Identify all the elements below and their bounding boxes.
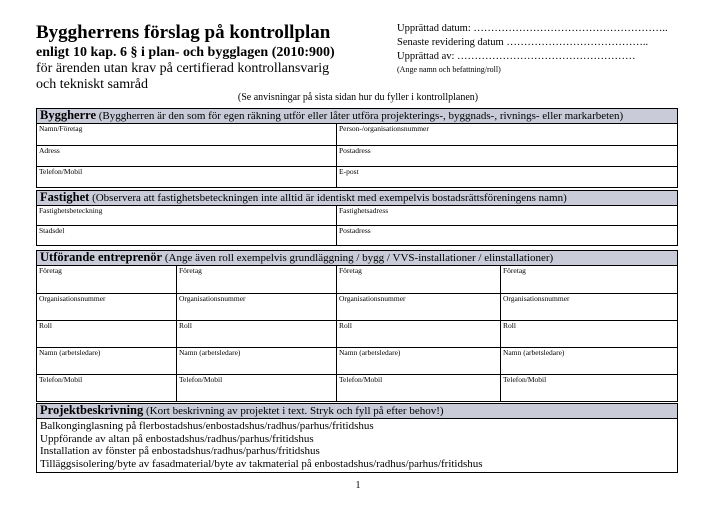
byggherre-orgnr-field[interactable]: Person-/organisationsnummer	[339, 124, 429, 133]
document-subtitle: enligt 10 kap. 6 § i plan- och bygglagen (2010:900)	[36, 45, 335, 60]
contractor-role-field[interactable]: Roll	[503, 321, 516, 330]
document-description-line-1: för ärenden utan krav på certifierad kontrollansvarig	[36, 61, 330, 76]
table-row	[37, 348, 677, 375]
byggherre-phone-field[interactable]: Telefon/Mobil	[37, 167, 337, 187]
contractor-orgnr-field[interactable]: Organisationsnummer	[37, 294, 177, 320]
contractor-role-field[interactable]: Roll	[37, 321, 177, 347]
list-item: Balkonginglasning på flerbostadshus/enbostadshus/radhus/parhus/fritidshus	[40, 420, 374, 432]
revision-info	[397, 22, 697, 76]
byggherre-section	[36, 108, 678, 188]
projekt-section	[36, 403, 678, 473]
list-item: Tilläggsisolering/byte av fasadmaterial/byte av takmaterial på enbostadshus/radhus/parhus/fritidshus	[40, 457, 483, 470]
project-description-field[interactable]	[37, 419, 677, 471]
byggherre-name-field[interactable]: Namn/Företag	[37, 124, 337, 145]
table-row	[37, 226, 677, 245]
contractor-phone-field[interactable]: Telefon/Mobil	[37, 375, 177, 401]
document-description-line-2: och tekniskt samråd	[36, 77, 148, 92]
table-row	[37, 321, 677, 348]
contractor-supervisor-field[interactable]: Namn (arbetsledare)	[503, 348, 565, 357]
contractor-role-field[interactable]: Roll	[337, 321, 501, 347]
table-row	[37, 206, 677, 226]
contractor-supervisor-field[interactable]: Namn (arbetsledare)	[177, 348, 337, 374]
contractor-phone-field[interactable]: Telefon/Mobil	[177, 375, 337, 401]
table-row	[37, 124, 677, 146]
table-row	[37, 146, 677, 167]
byggherre-address-field[interactable]: Adress	[37, 146, 337, 166]
contractor-orgnr-field[interactable]: Organisationsnummer	[337, 294, 501, 320]
table-row	[37, 294, 677, 321]
document-title: Byggherrens förslag på kontrollplan	[36, 22, 331, 43]
contractor-company-field[interactable]: Företag	[37, 266, 177, 293]
projekt-title: Projektbeskrivning (Kort beskrivning av projektet i text. Stryk och fyll på efter behov!)	[37, 404, 677, 419]
table-row	[37, 375, 677, 401]
table-row	[37, 167, 677, 187]
contractor-orgnr-field[interactable]: Organisationsnummer	[503, 294, 570, 303]
contractor-supervisor-field[interactable]: Namn (arbetsledare)	[337, 348, 501, 374]
property-address-field[interactable]: Fastighetsadress	[339, 206, 389, 215]
page-number: 1	[355, 480, 361, 491]
district-field[interactable]: Stadsdel	[37, 226, 337, 245]
contractor-supervisor-field[interactable]: Namn (arbetsledare)	[37, 348, 177, 374]
prepared-date-field[interactable]: Upprättad datum: ………………………………………………..	[397, 23, 668, 34]
document-header	[36, 22, 376, 93]
contractor-phone-field[interactable]: Telefon/Mobil	[337, 375, 501, 401]
contractor-phone-field[interactable]: Telefon/Mobil	[503, 375, 547, 384]
contractor-role-field[interactable]: Roll	[177, 321, 337, 347]
prepared-by-field[interactable]: Upprättad av: ……………………………………………	[397, 51, 636, 62]
contractor-company-field[interactable]: Företag	[337, 266, 501, 293]
contractor-company-field[interactable]: Företag	[177, 266, 337, 293]
property-designation-field[interactable]: Fastighetsbeteckning	[37, 206, 337, 225]
contractor-company-field[interactable]: Företag	[503, 266, 526, 275]
entreprenor-title: Utförande entreprenör (Ange även roll exempelvis grundläggning / bygg / VVS-installationer / elinstallationer)	[37, 251, 677, 266]
byggherre-title: Byggherre (Byggherren är den som för egen räkning utför eller låter utföra projekterings-, byggnads-, rivnings- eller markarbeten)	[37, 109, 677, 124]
instructions-note: (Se anvisningar på sista sidan hur du fyller i kontrollplanen)	[237, 92, 479, 103]
contractor-orgnr-field[interactable]: Organisationsnummer	[177, 294, 337, 320]
byggherre-email-field[interactable]: E-post	[339, 167, 359, 176]
property-postal-field[interactable]: Postadress	[339, 226, 371, 235]
prepared-by-note: (Ange namn och befattning/roll)	[397, 65, 501, 74]
entreprenor-section	[36, 250, 678, 402]
last-revision-field[interactable]: Senaste revidering datum …………………………………..	[397, 37, 649, 48]
fastighet-title: Fastighet (Observera att fastighetsbeteckningen inte alltid är identiskt med exempelvis bostadsrättsföreningens namn)	[37, 191, 677, 206]
table-row	[37, 266, 677, 294]
list-item: Installation av fönster på enbostadshus/radhus/parhus/fritidshus	[40, 445, 320, 457]
fastighet-section	[36, 190, 678, 246]
list-item: Uppförande av altan på enbostadshus/radhus/parhus/fritidshus	[40, 432, 314, 445]
byggherre-postal-field[interactable]: Postadress	[339, 146, 371, 155]
